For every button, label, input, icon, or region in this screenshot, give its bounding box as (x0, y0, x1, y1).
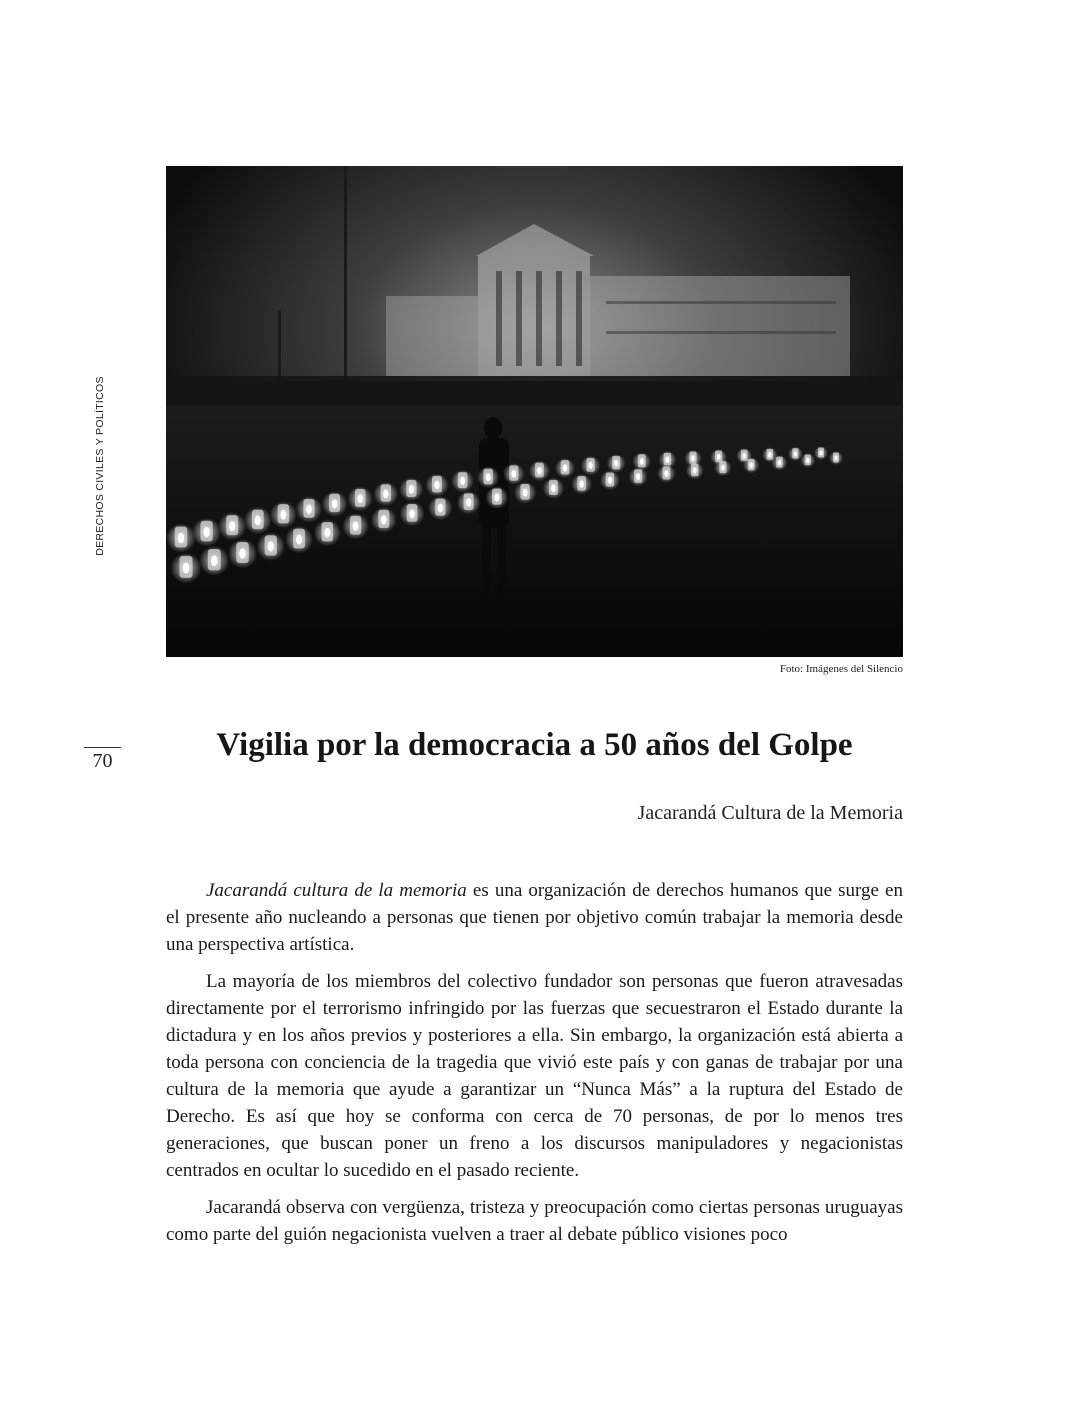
article-title: Vigilia por la democracia a 50 años del Golpe (216, 727, 853, 763)
article-author: Jacarandá Cultura de la Memoria (637, 802, 903, 824)
paragraph-1-text: es una organización de derechos humanos que surge en el presente año nucleando a personas que tienen por objetivo común trabajar la memoria desde una perspectiva artística. (166, 880, 903, 955)
photo-credit: Foto: Imágenes del Silencio (779, 663, 903, 675)
section-side-label: DERECHOS CIVILES Y POLÍTICOS (94, 376, 106, 556)
page-number-rule (84, 747, 121, 748)
article-body (166, 877, 903, 1258)
paragraph-3: Jacarandá observa con vergüenza, tristeza y preocupación como ciertas personas uruguayas como parte del guión negacionista vuelven a traer al debate público visiones poco (166, 1197, 903, 1245)
paragraph-1-italic-lead: Jacarandá cultura de la memoria (206, 880, 467, 901)
paragraph-1 (166, 877, 903, 958)
page-number: 70 (92, 750, 113, 772)
vigil-photo-drawing (166, 166, 903, 657)
vigil-photo (166, 166, 903, 657)
paragraph-2: La mayoría de los miembros del colectivo fundador son personas que fueron atravesadas directamente por el terrorismo infringido por las fuerzas que secuestraron el Estado durante la dictadura y en los años previos y posteriores a ella. Sin embargo, la organización está abierta a toda persona con conciencia de la tragedia que vivió este país y con ganas de trabajar por una cultura de la memoria que ayude a garantizar un “Nunca Más” a la ruptura del Estado de Derecho. Es así que hoy se conforma con cerca de 70 personas, de por lo menos tres generaciones, que buscan poner un freno a los discursos manipuladores y negacionistas centrados en ocultar lo sucedido en el pasado reciente. (166, 971, 903, 1181)
